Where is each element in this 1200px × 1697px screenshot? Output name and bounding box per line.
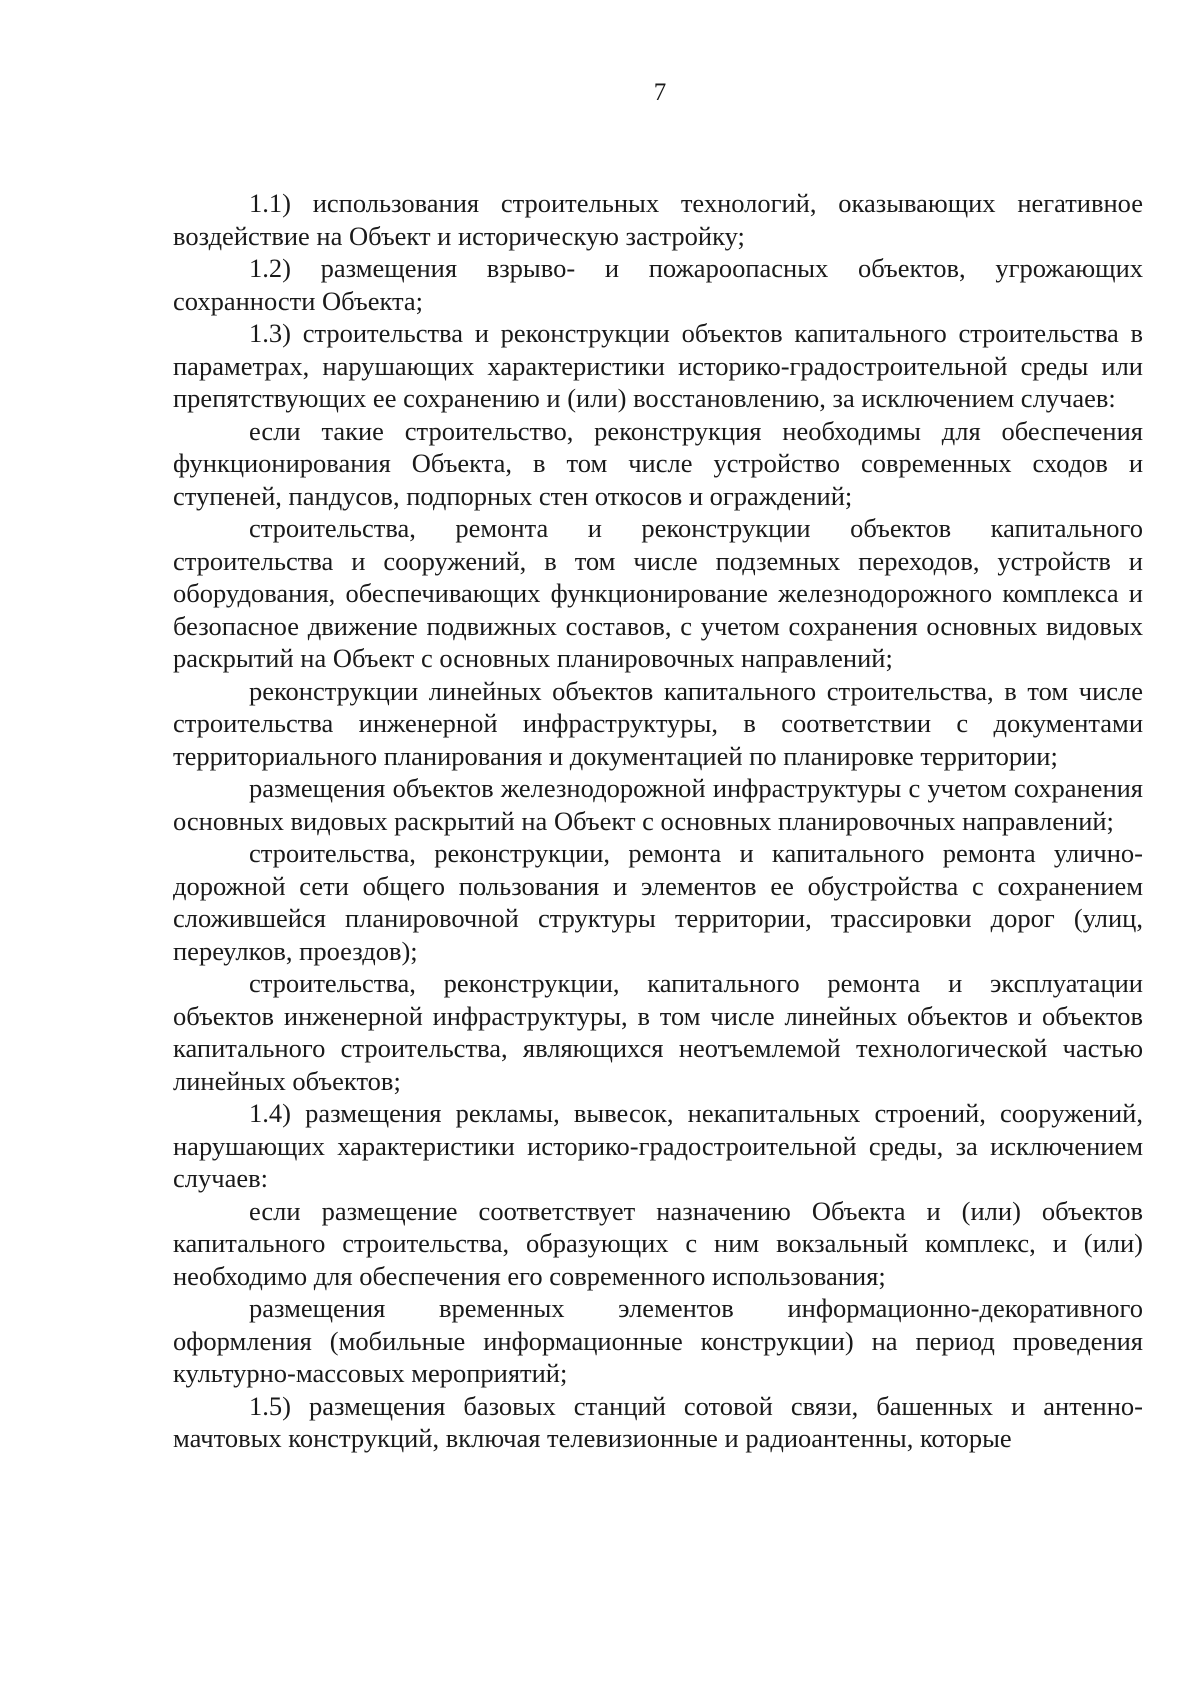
paragraph-exception-railway-infrastructure: размещения объектов железнодорожной инфраструктуры с учетом сохранения основных видовых раскрытий на Объект с основных планировочных направлений;: [173, 773, 1143, 836]
paragraph-exception-object-purpose: если размещение соответствует назначению Объекта и (или) объектов капитального строительства, образующих с ним вокзальный комплекс, и (или) необходимо для обеспечения его современного использования;: [173, 1195, 1143, 1291]
paragraph-1-4: 1.4) размещения рекламы, вывесок, некапитальных строений, сооружений, нарушающих характеристики историко-градостроительной среды, за исключением случаев:: [173, 1098, 1143, 1193]
body-text: [173, 187, 1143, 1455]
paragraph-1-5: 1.5) размещения базовых станций сотовой связи, башенных и антенно-мачтовых конструкций, включая телевизионные и радиоантенны, которые: [173, 1390, 1143, 1453]
paragraph-1-2: 1.2) размещения взрыво- и пожароопасных объектов, угрожающих сохранности Объекта;: [173, 253, 1143, 316]
paragraph-exception-temporary-decor: размещения временных элементов информационно-декоративного оформления (мобильные информационные конструкции) на период проведения культурно-массовых мероприятий;: [173, 1293, 1143, 1388]
paragraph-1-1: 1.1) использования строительных технологий, оказывающих негативное воздействие на Объект и историческую застройку;: [173, 188, 1143, 251]
page-number: 7: [653, 79, 667, 106]
paragraph-exception-road-network: строительства, реконструкции, ремонта и капитального ремонта улично-дорожной сети общего пользования и элементов ее обустройства с сохранением сложившейся планировочной структуры территории, трассировки дорог (улиц, переулков, проездов);: [173, 838, 1143, 966]
paragraph-1-3: 1.3) строительства и реконструкции объектов капитального строительства в параметрах, нарушающих характеристики историко-градостроительной среды или препятствующих ее сохранению и (или) восстановлению, за исключением случаев:: [173, 318, 1143, 413]
paragraph-exception-linear-objects: реконструкции линейных объектов капитального строительства, в том числе строительства инженерной инфраструктуры, в соответствии с документами территориального планирования и документацией по планировке территории;: [173, 675, 1143, 771]
paragraph-exception-engineering-infrastructure: строительства, реконструкции, капитального ремонта и эксплуатации объектов инженерной инфраструктуры, в том числе линейных объектов и объектов капитального строительства, являющихся неотъемлемой технологической частью линейных объектов;: [173, 968, 1143, 1096]
paragraph-exception-object-function: если такие строительство, реконструкция необходимы для обеспечения функционирования Объекта, в том числе устройство современных сходов и ступеней, пандусов, подпорных стен откосов и ограждений;: [173, 415, 1143, 511]
paragraph-exception-railway-structures: строительства, ремонта и реконструкции объектов капитального строительства и сооружений, в том числе подземных переходов, устройств и оборудования, обеспечивающих функционирование железнодорожного комплекса и безопасное движение подвижных составов, с учетом сохранения основных видовых раскрытий на Объект с основных планировочных направлений;: [173, 513, 1143, 673]
